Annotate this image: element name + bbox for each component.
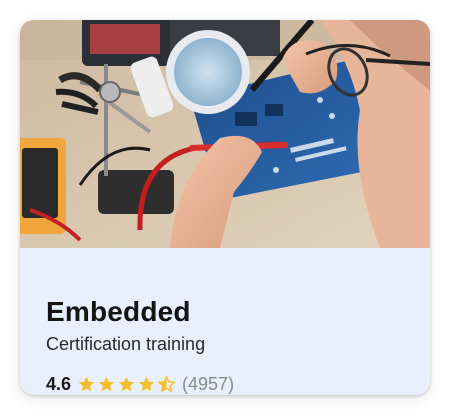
star-full-icon — [77, 375, 96, 394]
star-full-icon — [137, 375, 156, 394]
rating-count: (4957) — [182, 373, 235, 394]
rating-value: 4.6 — [46, 373, 72, 394]
course-card[interactable] — [20, 20, 430, 395]
rating-stars — [77, 375, 177, 394]
card-body — [20, 248, 430, 395]
star-full-icon — [117, 375, 136, 394]
electronics-soldering-photo-icon — [20, 20, 430, 248]
star-full-icon — [97, 375, 116, 394]
rating-row — [46, 372, 234, 395]
course-subtitle: Certification training — [46, 334, 206, 354]
star-half-icon — [157, 375, 176, 394]
course-image — [20, 20, 430, 248]
course-title: Embedded — [46, 296, 191, 327]
